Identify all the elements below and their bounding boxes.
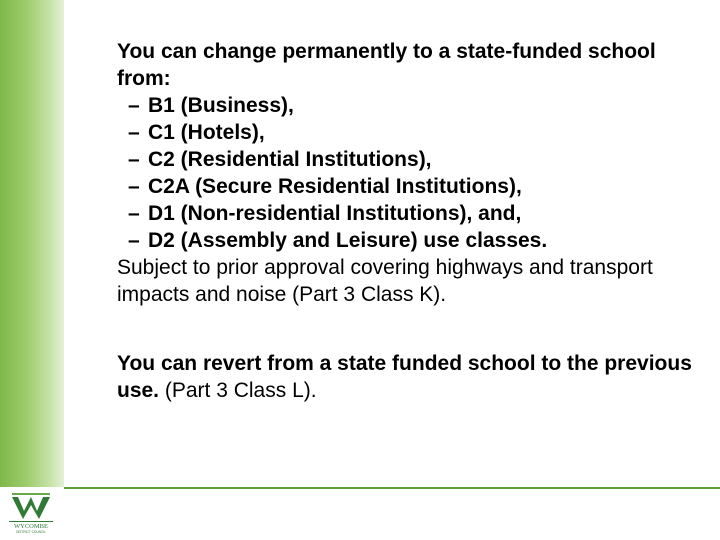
revert-reference-text: (Part 3 Class L).	[159, 379, 317, 402]
list-item	[117, 200, 697, 227]
list-item-label: B1 (Business),	[148, 94, 294, 117]
condition-text: Subject to prior approval covering highways and transport impacts and noise (Part 3 Class K).	[117, 256, 653, 306]
list-item	[117, 146, 697, 173]
bullet-dash: –	[128, 121, 140, 144]
list-item-label: C2A (Secure Residential Institutions),	[148, 175, 522, 198]
list-item	[117, 119, 697, 146]
list-item	[117, 227, 697, 254]
council-logo-icon	[4, 491, 58, 535]
paragraph-gap	[117, 308, 697, 350]
slide-content	[117, 38, 697, 404]
list-item-label: C2 (Residential Institutions),	[148, 148, 432, 171]
list-item-label: C1 (Hotels),	[148, 121, 265, 144]
logo-subtitle: DISTRICT COUNCIL	[16, 530, 46, 534]
bullet-dash: –	[128, 148, 140, 171]
revert-paragraph	[117, 350, 697, 404]
logo-name: WYCOMBE	[14, 523, 48, 530]
bullet-dash: –	[128, 229, 140, 252]
council-logo	[4, 491, 58, 535]
bullet-dash: –	[128, 94, 140, 117]
list-item	[117, 92, 697, 119]
list-item-label: D1 (Non-residential Institutions), and,	[148, 202, 522, 225]
use-class-list	[117, 92, 697, 254]
bullet-dash: –	[128, 175, 140, 198]
intro-text: You can change permanently to a state-funded school from:	[117, 40, 656, 90]
list-item	[117, 173, 697, 200]
list-item-label: D2 (Assembly and Leisure) use classes.	[148, 229, 548, 252]
sidebar-gradient	[0, 0, 64, 487]
bullet-dash: –	[128, 202, 140, 225]
revert-bold-text: You can revert from a state funded school to the previous use.	[117, 352, 692, 402]
footer-divider	[64, 487, 720, 489]
decorative-sidebar	[0, 0, 64, 540]
